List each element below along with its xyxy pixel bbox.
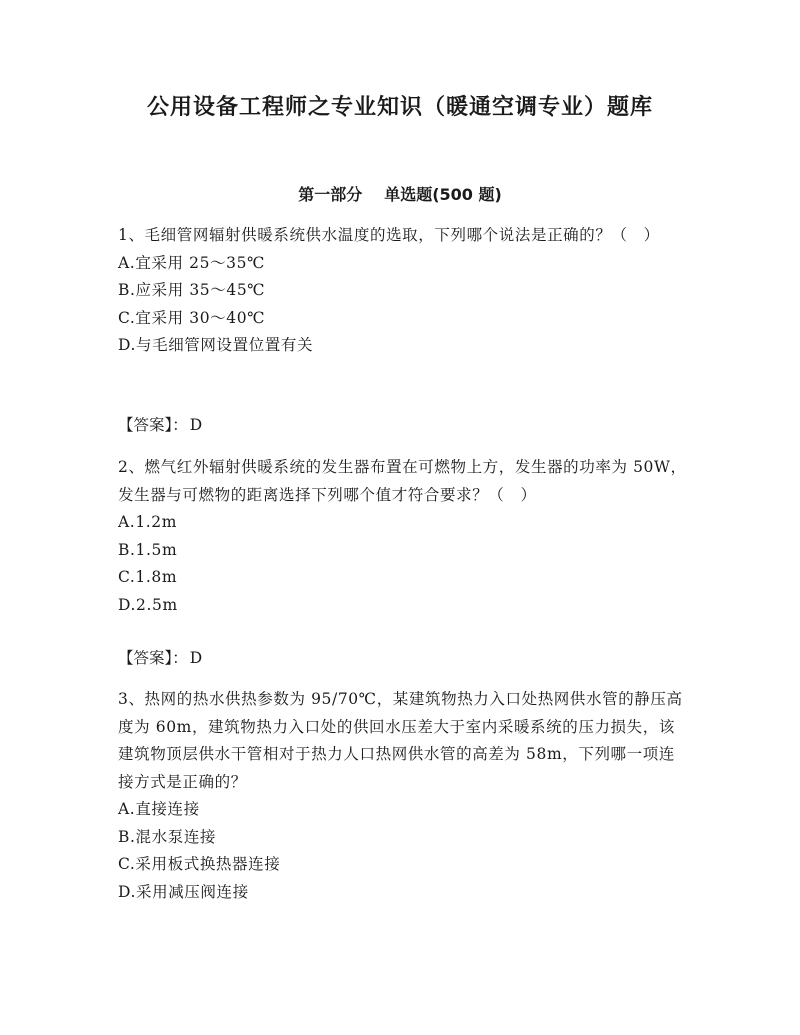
option-c: C.1.8m — [118, 568, 178, 586]
option-d: D.与毛细管网设置位置有关 — [118, 336, 314, 354]
question-3 — [118, 686, 688, 906]
option-a: A.直接连接 — [118, 800, 200, 818]
section-heading — [0, 183, 800, 207]
option-b: B.应采用 35～45℃ — [118, 281, 266, 299]
document-title: 公用设备工程师之专业知识（暖通空调专业）题库 — [146, 95, 653, 120]
section-part-label: 第一部分 — [298, 185, 363, 204]
answer-label: 【答案】： — [118, 416, 188, 434]
question-1 — [118, 222, 688, 360]
option-b: B.混水泵连接 — [118, 827, 217, 846]
option-d: D.2.5m — [118, 595, 178, 614]
option-a: A.1.2m — [118, 513, 178, 531]
answer-1 — [118, 412, 202, 439]
option-a: A.宜采用 25～35℃ — [118, 253, 266, 272]
question-text: 3、热网的热水供热参数为 95/70℃，某建筑物热力入口处热网供水管的静压高度为 60m，建筑物热力入口处的供回水压差大于室内采暖系统的压力损失，该建筑物顶层供水干管相对于热力人口热网供水管的高差为 58m，下列哪一项连接方式是正确的？ — [118, 690, 683, 791]
question-text: 2、燃气红外辐射供暖系统的发生器布置在可燃物上方，发生器的功率为 50W，发生器与可燃物的距离选择下列哪个值才符合要求？（ ） — [118, 458, 687, 504]
section-type-label: 单选题(500 题) — [384, 185, 502, 204]
option-c: C.采用板式换热器连接 — [118, 855, 281, 873]
question-2 — [118, 454, 688, 619]
option-b: B.1.5m — [118, 540, 178, 559]
question-text: 1、毛细管网辐射供暖系统供水温度的选取，下列哪个说法是正确的？（ ） — [118, 226, 660, 244]
answer-value: D — [189, 416, 203, 434]
option-d: D.采用减压阀连接 — [118, 882, 249, 901]
answer-2 — [118, 645, 202, 672]
option-c: C.宜采用 30～40℃ — [118, 308, 266, 327]
answer-label: 【答案】： — [118, 649, 188, 667]
answer-value: D — [189, 649, 203, 667]
